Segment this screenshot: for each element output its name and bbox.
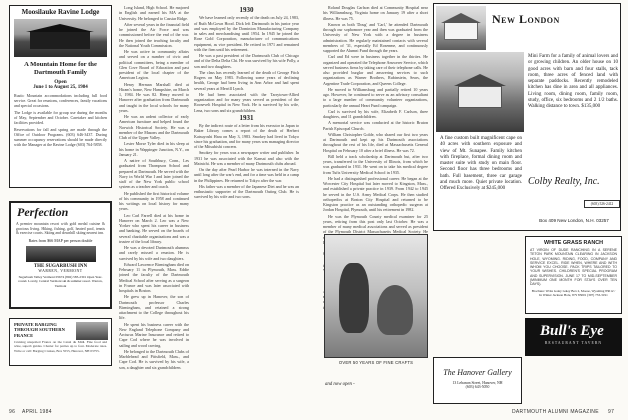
moosilauke-ad xyxy=(9,5,112,188)
private-barging-body: Cruising unspoiled France on the Canal du Midi. Fine food and wine, superb guides. Charter for parties up to four. Moderate rates. Write or call: Barging Cruises, Box 5555, Hanover, NH 03755. xyxy=(14,340,107,353)
colby-logo: Colby Realty, Inc. xyxy=(528,176,600,187)
house-roof-icon xyxy=(441,13,481,23)
pottery-photo xyxy=(324,234,428,358)
col2-paragraph: Leo Carl Farrell died at his home in Hanover on March 2. Leo was a New Yorker who spent his career in business and banking. He served on the boards of several charitable organizations and was a trustee of the local library. xyxy=(119,212,189,244)
col2-paragraph: He was active in community affairs and served on a number of civic and political committees, being a member of Glen Cove Board of Education and past president of the local chapter of the American Legion. xyxy=(119,49,189,81)
col3-paragraph: The class has recently learned of the death of George Fitch Rogers on May 1983. Following some years of declining health, George had been living in Ann Arbor and had spent several years at Merrill Lynch. xyxy=(194,69,299,91)
moosilauke-photo xyxy=(14,19,107,57)
moosilauke-body-2: The Lodge is available for group use during the months of May, September and October. Caretaker and kitchen facilities provided. xyxy=(14,110,107,125)
moosilauke-dates: June 1 to August 25, 1984 xyxy=(33,85,88,90)
col3-paragraph: His father was a member of the Japanese Diet and he was an enthusiastic supporter of the Dartmouth Outing Club. He is survived by his wife and two sons. xyxy=(194,183,299,200)
col2-paragraph: He grew up in Hanover, the son of Dartmouth professor Charles Birmingham, and retained a strong attachment to the College throughout his life. xyxy=(119,294,189,321)
new-london-landscape-photo xyxy=(436,52,524,132)
new-london-body-1: Mini Farm for a family of animal lovers and or growing children. An older house on 10 good acres with barn and four stalls, tack room, three acres of fenced land with separate paddocks. Recently remodeled kitchen has dine in area and all appliances. Living room, dining room, family room, study, office, six bedrooms and 2 1/2 baths. Walking distance to town. $135,000 xyxy=(528,54,618,110)
bulls-eye-subtitle: RESTAURANT TAVERN xyxy=(544,341,603,345)
new-london-ad xyxy=(433,3,621,231)
col4-paragraph: He had a distinguished professional career. He began at the Worcester City Hospital but later moved to Kingston, Mass., and established a private practice in 1939. From 1942 to 1945 he served in the U.S. Army Medical Corps. He then studied orthopedics at Boston City Hospital and returned to be Kingston practice as an outstanding orthopedic surgeon at Jordan Hospital, Plymouth, until his retirement in 1982. xyxy=(323,175,428,213)
bulls-eye-ad xyxy=(525,318,622,356)
col2-paragraph: Long Island, High School. He majored in English and earned his MA at the University. He belonged to Cassiar Ridge. xyxy=(119,5,189,21)
col2-paragraph: He published the first historical volume of his community in 1958 and continued his writings on local history for many years. xyxy=(119,190,189,212)
perfection-ad xyxy=(9,201,112,309)
moosilauke-open-label: Open xyxy=(54,79,67,85)
moosilauke-headline: A Mountain Home for the Dartmouth Family xyxy=(24,61,97,76)
vase-icon xyxy=(339,263,369,333)
col2-paragraph: A native of Southbury, Conn., Les graduated from Thompson School and prepared at Dartmouth. He served with the Navy in World War I and later joined the staff of the New York public school system as a teacher and coach. xyxy=(119,158,189,190)
col2-paragraph: He was an ardent collector of early American furniture and helped found the Norwich Historical Society. He was a member of the Masons and the Dartmouth Club of the Upper Valley. xyxy=(119,114,189,140)
col2-paragraph: After several years in the financial field he joined the Air Force and was commissioned before the end of the war. He then joined the teaching faculty and the National Youth Commission. xyxy=(119,21,189,48)
sugarbush-inn-location: WARREN, VERMONT xyxy=(38,269,83,274)
gallery-store-address: 13 Lebanon Street, Hanover, NH xyxy=(452,381,503,385)
col4-paragraph: A memorial service was conducted at the historic Bruton Parish Episcopal Church. xyxy=(323,120,428,131)
col2-text xyxy=(119,5,189,403)
moosilauke-body-3: Reservations for fall and spring are made through the Office of Outdoor Programs. (603) 646-3437. During summer occupancy reservations should be made directly with the Manager at the Ravine Lodge (603) 764-5858. xyxy=(14,127,107,147)
col4-paragraph: Known as both 'Doug' and 'Carl,' he attended Dartmouth through our sophomore year and then was graduated from the University of New York with a degree in business administration. He regularly maintained contacts with several members of '31, especially Ed Rosenme, and continuously supported the Alumni Fund through the years. xyxy=(323,21,428,53)
col4-paragraph: William Christopher Golde, who shared our first two years at Dartmouth and kept up his Dartmouth associations throughout the rest of his life, died at Massachusetts General Hospital on February 10 after a brief illness. He was 72. xyxy=(323,131,428,153)
vase-icon xyxy=(377,285,413,335)
new-london-title: New London xyxy=(492,12,560,26)
lodge-roof-icon xyxy=(26,24,94,32)
house-icon xyxy=(444,22,478,40)
col4-paragraph: Roland Douglas Carlson died at Community Hospital near his Williamsburg, Virginia home on January 19 after a short illness. He was 75. xyxy=(323,5,428,21)
col3-paragraph: He had been associated with the Tarrytown-Allied organization and for many years served as president of the Roosevelt Hospital in New York. He is survived by his wife, Lena, two sons and six grandchildren. xyxy=(194,91,299,113)
col2-paragraph: He was a devoted Dartmouth alumnus and rarely missed a reunion. He is survived by his wife and two daughters. xyxy=(119,245,189,261)
col4-paragraph: He moved to Williamsburg and partially retired 10 years ago. However, he continued to serve as an advisory consultant to a large number of community volunteer organizations, particularly the annual Heart Fund campaign. xyxy=(323,86,428,108)
col4-paragraph: Bill held a track scholarship at Dartmouth but, after two years, transferred to the University of Illinois, from which he was graduated in 1931. He went on to take his medical degree from Tufts University Medical School in 1935. xyxy=(323,153,428,175)
sugarbush-inn-icon xyxy=(26,246,96,262)
footer-right-page: 97 xyxy=(608,409,615,415)
canal-photo xyxy=(76,322,108,340)
pottery-ad xyxy=(324,234,428,406)
perfection-rate-line: Rates from $66 MAP per person double xyxy=(28,238,93,244)
barn-icon xyxy=(458,86,502,108)
sugarbush-inn-contact: Sugarbush Valley Vermont 05674 (802) 583-2301 Open Year-round. Lovely, Central Vermont ski & summer resort. Warren, Vermont xyxy=(18,275,103,288)
moosilauke-body-1: Rustic Mountain accommodations including full food service. Great for reunions, conferences, family vacations and special occasions. xyxy=(14,93,107,108)
colby-phone: (603) 526-2412 xyxy=(584,200,620,208)
white-grass-title: WHITE GRASS RANCH xyxy=(544,240,603,246)
col3-paragraph: By the indirect route of a letter from his executor in Japan to Baker Library comes a report of the death of Herbert Katsuyoshi Hara on May 3, 1983. Smokey had lived in Tokyo since his graduation, and for many years was managing director of the Mitsubishi concern. xyxy=(194,123,299,149)
class-year-heading: 1930 xyxy=(239,6,254,14)
col3-paragraph: He was a past president of the Dartmouth Club of Chicago and of the Delta Delta Chi. He was survived by his wife Polly, a son and two daughters. xyxy=(194,53,299,69)
white-grass-body: AT VIRGIN OF DUDE RANCHING IN A SERENE TETON PARK MOUNTAIN CLEARING IN JACKSON HOLE, WYOMING. RIDING, FOOD, COMPANY AND SERVICE EXCEL. RIDE WHEN, WHERE AND WITH WHOM YOU CHOOSE. PACK TRIPS TAILORED TO YOUR WISHES. CHILDREN'S SPECIAL PROGRAM AND SUPERVISION. JUNE 17 TO MID-SEPTEMBER (MINIMUM ONE MONTH FOR STAYS OVER TEN DAYS). xyxy=(530,248,617,287)
private-barging-title: PRIVATE BARGING THROUGH SOUTHERN FRANCE xyxy=(14,322,65,338)
col4-paragraph: Carl is survived by his wife, Elizabeth F. Carlson, three daughters, and 11 grandchildren. xyxy=(323,108,428,119)
private-barging-ad xyxy=(9,318,112,366)
col2-paragraph: Edward Lawrence Birmingham died on February 11 in Plymouth, Mass. Eddie joined the faculty of the Dartmouth Medical School after serving as a surgeon in France and was later associated with hospitals in Boston. xyxy=(119,261,189,293)
new-london-house-photo xyxy=(436,6,486,50)
col3-paragraph: On the day after Pearl Harbor he was interned in the Navy until long after the war's end, and for a time was held in a camp in the Philippines. He returned to Tokyo after the war. xyxy=(194,167,299,183)
pottery-now-open: and now open - xyxy=(325,382,355,387)
sugarbush-inn-name: THE SUGARBUSH INN xyxy=(33,264,88,270)
perfection-body: A premier mountain resort with gold medal cuisine & gracious living. Hiking, fishing, golf, heated pool, tennis & exercise courts. Skiing and downhill skiing nearest inn. xyxy=(16,222,105,236)
col3-paragraph: We have learned only recently of the death on July 24, 1983, of Ruth McGown Hood. Dick left Dartmouth in his junior year and was employed by the Dominion Manufacturing Company in sales and merchandising until 1954. In 1945 he joined the Rose Gold Corporation, manufacturer of communications equipment, as vice president. He retired in 1971 and remained with the firm until his retirement. xyxy=(194,15,299,52)
col2-paragraph: Henry Herman Marshall died at Hiram's home, New Hampshire, on March 1, 1984. He was 82. Henry moved to Hanover after graduation from Dartmouth and taught in the local schools for many years. xyxy=(119,81,189,113)
gallery-store-ad xyxy=(433,357,522,404)
colby-address: Box 409 New London, N.H. 03257 xyxy=(539,218,609,223)
bulls-eye-title: Bull's Eye xyxy=(540,323,604,339)
col2-paragraph: He spent his business career with the New England Telephone Company and Arcturus Marine Insurance and retired to Cape Cod where he was involved in sailing and wood carving. xyxy=(119,321,189,348)
white-grass-contact: Brochure: Write Galey Galey Box 2, Moose, Wyoming 83012 / In Winter Jackson Hole, WY 83001 (307) 733-3191 xyxy=(531,288,616,297)
barn-roof-icon xyxy=(454,74,506,86)
pottery-caption: OVER 50 YEARS OF FINE CRAFTS xyxy=(338,360,414,365)
col2-paragraph: He belonged to the Dartmouth Clubs of Marblehead and Pittsfield, Mass., and Cape Cod. He is survived by his wife, a son, a daughter and six grandchildren. xyxy=(119,348,189,370)
footer-left-date: APRIL 1984 xyxy=(22,409,52,415)
col3-text xyxy=(194,5,299,403)
gallery-store-name: The Hanover Gallery xyxy=(443,368,512,377)
gallery-store-phone: (603) 643-5050 xyxy=(465,385,490,389)
col2-paragraph: Lester Morse Tyler died in his sleep at his home in Wappinger Junction, N.Y., on January 21. xyxy=(119,141,189,157)
footer-left-page: 96 xyxy=(9,409,16,415)
class-year-heading: 1931 xyxy=(239,113,254,122)
new-london-body-2: A fine custom built magnificent cape on 40 acres with southern exposure and view of Mt. Sunapee. Family kitchen with fireplace, formal dining room and master suite with study on main floor. Second floor has three bedrooms and bath. Full basement, three car garage and much more. Quiet private location. Offered Exclusively at $245,000 xyxy=(440,136,522,192)
perfection-title: Perfection xyxy=(17,205,69,219)
lodge-building-icon xyxy=(30,31,90,49)
col3-paragraph: Smokey for years was a newspaper writer and publisher. In 1931 he was associated with the Kansai and also with the Mainichi. He was a member of many Dartmouth clubs abroad. xyxy=(194,150,299,166)
moosilauke-title: Moosilauke Ravine Lodge xyxy=(21,8,100,16)
col4-paragraph: Carl and Ed were in business together in the thirties. He organized and operated the Telephone Answerer Service, which served business firms by taking care of their telephone calls. He also provided burglar and answering services to such organizations as Warner Brothers, Rubinstein, Sears, the Argentine Trade Corporation, and Queens College. xyxy=(323,54,428,86)
footer-right-magazine: DARTMOUTH ALUMNI MAGAZINE xyxy=(512,409,599,415)
col4-paragraph: He was the Plymouth County medical examiner for 25 years, retiring from this post only last October. He was a member of many medical associations and served as president of the Plymouth District Massachusetts Medical Society. He xyxy=(323,213,428,235)
white-grass-ad xyxy=(525,236,622,314)
